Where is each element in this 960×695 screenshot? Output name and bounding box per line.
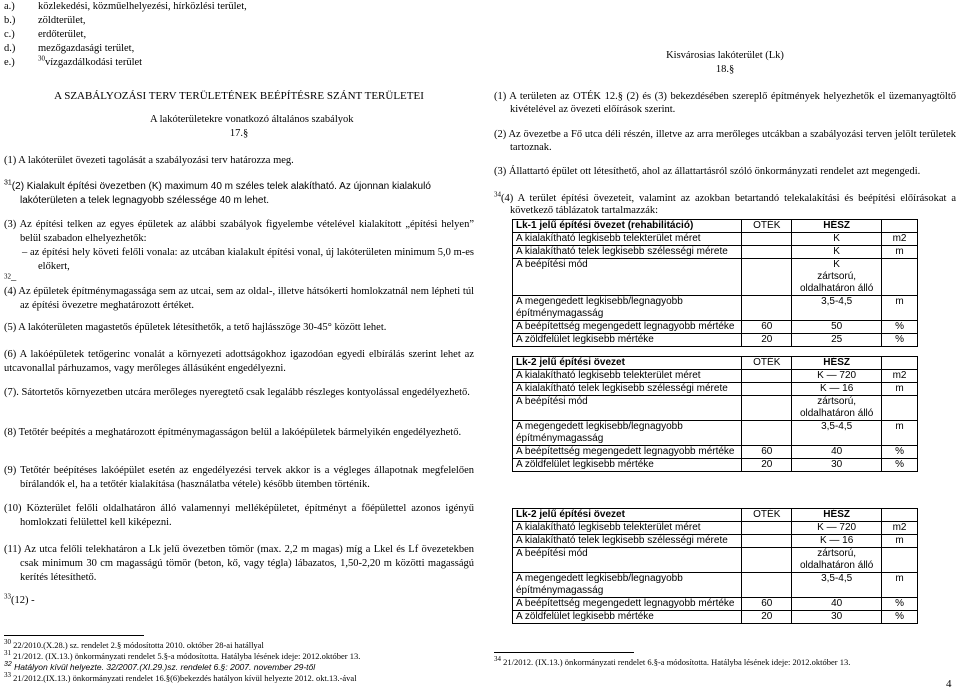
table-cell: 60 xyxy=(742,446,792,459)
table-row xyxy=(513,522,918,535)
table-cell: A kialakítható legkisebb telekterület méret xyxy=(513,370,742,383)
table-cell: m xyxy=(882,421,918,446)
table-cell: m xyxy=(882,535,918,548)
table-row xyxy=(513,548,918,573)
left-p8: (8) Tetőtér beépítés a meghatározott építménymagasságon belül a lakóépületek bármelyikén engedélyezhető. xyxy=(4,427,462,438)
table-cell: K zártsorú, oldalhatáron álló xyxy=(792,259,882,296)
table-cell: A beépítési mód xyxy=(513,548,742,573)
table-cell: A megengedett legkisebb/legnagyobb építménymagasság xyxy=(513,573,742,598)
table-cell: 3,5-4,5 xyxy=(792,421,882,446)
table-cell xyxy=(742,246,792,259)
table-cell xyxy=(882,509,918,522)
table-cell: % xyxy=(882,446,918,459)
table-cell: A beépítettség megengedett legnagyobb mértéke xyxy=(513,446,742,459)
table-cell: Lk-1 jelű építési övezet (rehabilitáció) xyxy=(513,220,742,233)
table-cell: 60 xyxy=(742,321,792,334)
table-row xyxy=(513,459,918,472)
right-section-no: 18.§ xyxy=(715,64,735,75)
table-cell: A megengedett legkisebb/legnagyobb építménymagasság xyxy=(513,421,742,446)
table-cell: K — 16 xyxy=(792,383,882,396)
table-cell: 25 xyxy=(792,334,882,347)
table-cell: Lk-2 jelű építési övezet xyxy=(513,509,742,522)
table-cell: K — 16 xyxy=(792,535,882,548)
table-cell: A kialakítható telek legkisebb szélességi mérete xyxy=(513,383,742,396)
left-p9: (9) Tetőtér beépítéses lakóépület esetén az engedélyezési tervek akkor is a végleges állapotnak megfelelően bírálandók el, ha a tetőtér kialakítása (használatba vétele) később ütemben történik. xyxy=(4,465,474,490)
table-cell: A kialakítható legkisebb telekterület méret xyxy=(513,233,742,246)
table-cell: A beépítési mód xyxy=(513,259,742,296)
table-row xyxy=(513,421,918,446)
table-cell: A beépítettség megengedett legnagyobb mértéke xyxy=(513,598,742,611)
table-cell: HÉSZ xyxy=(792,220,882,233)
right-p4: $^{34}$(4) A terület építési övezeteit, valamint az azokban betartandó telekalakítási és beépítési előírásokat a következő táblázatok tartalmazzák: xyxy=(494,190,956,216)
table-cell: K — 720 xyxy=(792,522,882,535)
left-footnotes xyxy=(4,640,484,684)
table-row xyxy=(513,370,918,383)
table-cell xyxy=(742,573,792,598)
table-row xyxy=(513,535,918,548)
table-header-row xyxy=(513,509,918,522)
table-cell: m xyxy=(882,573,918,598)
table-cell: % xyxy=(882,321,918,334)
table-cell: 50 xyxy=(792,321,882,334)
table-cell: m2 xyxy=(882,522,918,535)
table-cell: 30 xyxy=(792,459,882,472)
left-p1: (1) A lakóterület övezeti tagolását a szabályozási terv határozza meg. xyxy=(4,155,294,166)
table-cell: A kialakítható telek legkisebb szélességi mérete xyxy=(513,535,742,548)
table-cell xyxy=(882,220,918,233)
footnote: $^{30}$ 22/2010.(X.28.) sz. rendelet 2.§ módosította 2010. október 28-ai hatállyal xyxy=(4,638,264,650)
left-p4: (4) Az épületek építménymagassága sem az utcai, sem az oldal-, illetve hátsókerti homlokzatnál nem lépheti túl az építési övezetre meghatározott értéket. xyxy=(4,286,474,311)
left-p10: (10) Közterület felőli oldalhatáron álló valamennyi melléképületet, építményt a főépülettel azonos igényű homlokzati felülettel kell kiképezni. xyxy=(4,503,474,528)
left-p7: (7). Sátortetős környezetben utcára merőleges nyeregtető csak legalább részleges kontyolással engedélyezhető. xyxy=(4,387,470,398)
page-number: 4 xyxy=(946,678,952,690)
list-item: d.) mezőgazdasági terület, xyxy=(4,43,135,54)
table-row xyxy=(513,296,918,321)
table-row xyxy=(513,259,918,296)
table-cell: 60 xyxy=(742,598,792,611)
right-p2: (2) Az övezetbe a Fő utca déli részén, illetve az arra merőleges utcákban a szabályozási terven jelölt területek tartoznak. xyxy=(494,129,956,153)
zoning-table-lk1 xyxy=(512,219,918,347)
table-cell: m xyxy=(882,383,918,396)
table-cell: OTÉK xyxy=(742,357,792,370)
table-cell: 40 xyxy=(792,598,882,611)
table-cell xyxy=(742,522,792,535)
table-header-row xyxy=(513,220,918,233)
left-p3: (3) Az építési telken az egyes épületek az alábbi szabályok figyelembe vételével kialakított „építési helyen” belül szabadon elhelyezhetők: – az építési hely követi felőli vonala: az utcában kialakult építési vonal, új lakóterületen minimum 5,0 m-es előkert, $^{32}$– xyxy=(4,219,474,286)
table-cell: % xyxy=(882,611,918,624)
table-cell xyxy=(882,548,918,573)
table-cell xyxy=(742,421,792,446)
table-cell: m xyxy=(882,246,918,259)
table-cell: 3,5-4,5 xyxy=(792,573,882,598)
table-row xyxy=(513,573,918,598)
table-row xyxy=(513,383,918,396)
top-list xyxy=(4,0,474,70)
table-cell: % xyxy=(882,334,918,347)
table-cell: 20 xyxy=(742,334,792,347)
list-item: e.) $^{30}$vízgazdálkodási terület xyxy=(4,54,143,68)
table-cell xyxy=(742,233,792,246)
table-cell: zártsorú, oldalhatáron álló xyxy=(792,396,882,421)
right-p1: (1) A területen az OTÉK 12.§ (2) és (3) bekezdésében szereplő építmények helyezhetők el üzemanyagtöltő kivételével az övezeti előírások szerint. xyxy=(494,91,956,115)
table-cell: 20 xyxy=(742,611,792,624)
table-cell xyxy=(882,259,918,296)
table-cell xyxy=(742,370,792,383)
table-cell: A beépítési mód xyxy=(513,396,742,421)
left-p2: $^{31}$(2) Kialakult építési övezetben (K) maximum 40 m széles telek alakítható. Az újonnan kialakuló lakóterületen a telek legnagyobb szélessége 40 m lehet. xyxy=(4,179,431,206)
right-footnote-divider xyxy=(494,652,634,653)
table-cell: A zöldfelület legkisebb mértéke xyxy=(513,334,742,347)
table-cell xyxy=(882,396,918,421)
left-p12: $^{33}$(12) - xyxy=(4,592,35,606)
table-cell: K xyxy=(792,246,882,259)
table-cell: 20 xyxy=(742,459,792,472)
left-p6: (6) A lakóépületek tetőgerinc vonalát a környezeti adottságokhoz igazodóan egyedi elbírálás szerint lehet az utcavonallal párhuzamos, vagy merőleges állásúként engedélyezni. xyxy=(4,349,474,374)
table-row xyxy=(513,611,918,624)
table-cell: HÉSZ xyxy=(792,357,882,370)
table-row xyxy=(513,334,918,347)
table-cell: 40 xyxy=(792,446,882,459)
table-cell: OTÉK xyxy=(742,220,792,233)
table-cell: 3,5-4,5 xyxy=(792,296,882,321)
table-cell: K — 720 xyxy=(792,370,882,383)
list-item: a.) közlekedési, közműelhelyezési, hírközlési terület, xyxy=(4,1,247,12)
table-cell: A kialakítható telek legkisebb szélességi mérete xyxy=(513,246,742,259)
left-p11: (11) Az utca felőli telekhatáron a Lk jelű övezetben tömör (max. 2,2 m magas) míg a Lkel és Lf övezetekben csak minimum 30 cm magasságú tömör (beton, kő, vagy tégla) lábazatos, 1,50-2,20 m közötti magasságú kerítés létesíthető. xyxy=(4,544,474,583)
table-cell: A beépítettség megengedett legnagyobb mértéke xyxy=(513,321,742,334)
left-p5: (5) A lakóterületen magastetős épületek létesíthetők, a tető hajlásszöge 30-45° között lehet. xyxy=(4,322,387,333)
table-cell: % xyxy=(882,459,918,472)
table-cell: HÉSZ xyxy=(792,509,882,522)
table-cell xyxy=(742,296,792,321)
footnote-divider xyxy=(4,635,144,636)
table-header-row xyxy=(513,357,918,370)
list-item: c.) erdőterület, xyxy=(4,29,87,40)
table-cell: A kialakítható legkisebb telekterület méret xyxy=(513,522,742,535)
footnote: $^{31}$ 21/2012. (IX.13.) önkormányzati rendelet 5.§-a módosította. Hatályba lésének ideje: 2012.október 13. xyxy=(4,649,361,661)
table-cell: % xyxy=(882,598,918,611)
left-subheading: A lakóterületekre vonatkozó általános szabályok xyxy=(150,114,354,125)
table-cell xyxy=(742,396,792,421)
footnote: $^{32}$ Hatályon kívül helyezte. 32/2007.(XI.29.)sz. rendelet 6.§: 2007. november 29-től xyxy=(4,661,316,672)
table-cell: A megengedett legkisebb/legnagyobb építménymagasság xyxy=(513,296,742,321)
footnote: $^{33}$ 21/2012.(IX.13.) önkormányzati rendelet 16.§(6)bekezdés hatályon kívül helyezte 2012. okt.13.-ával xyxy=(4,671,357,683)
table-row xyxy=(513,246,918,259)
right-footnote: $^{34}$ 21/2012. (IX.13.) önkormányzati rendelet 6.§-a módosította. Hatályba lésének ideje: 2012.október 13. xyxy=(494,655,851,667)
table-cell: A zöldfelület legkisebb mértéke xyxy=(513,611,742,624)
table-cell: m2 xyxy=(882,370,918,383)
table-cell: OTÉK xyxy=(742,509,792,522)
table-cell xyxy=(882,357,918,370)
right-heading: Kisvárosias lakóterület (Lk) xyxy=(666,50,784,61)
table-row xyxy=(513,396,918,421)
right-p3: (3) Állattartó épület ott létesíthető, ahol az állattartásról szóló önkormányzati rendelet azt megengedi. xyxy=(494,166,921,177)
table-row xyxy=(513,446,918,459)
table-cell: m2 xyxy=(882,233,918,246)
table-row xyxy=(513,321,918,334)
table-cell xyxy=(742,548,792,573)
table-cell: A zöldfelület legkisebb mértéke xyxy=(513,459,742,472)
table-cell: 30 xyxy=(792,611,882,624)
zoning-table-lk2 xyxy=(512,356,918,472)
list-item: b.) zöldterület, xyxy=(4,15,86,26)
table-cell xyxy=(742,383,792,396)
table-cell: K xyxy=(792,233,882,246)
table-row xyxy=(513,598,918,611)
table-cell: m xyxy=(882,296,918,321)
left-section-no: 17.§ xyxy=(229,128,249,139)
table-cell: zártsorú, oldalhatáron álló xyxy=(792,548,882,573)
zoning-table-lk2-repeat xyxy=(512,508,918,624)
table-cell xyxy=(742,535,792,548)
left-heading: A SZABÁLYOZÁSI TERV TERÜLETÉNEK BEÉPÍTÉSRE SZÁNT TERÜLETEI xyxy=(54,90,424,102)
table-cell xyxy=(742,259,792,296)
table-row xyxy=(513,233,918,246)
table-cell: Lk-2 jelű építési övezet xyxy=(513,357,742,370)
